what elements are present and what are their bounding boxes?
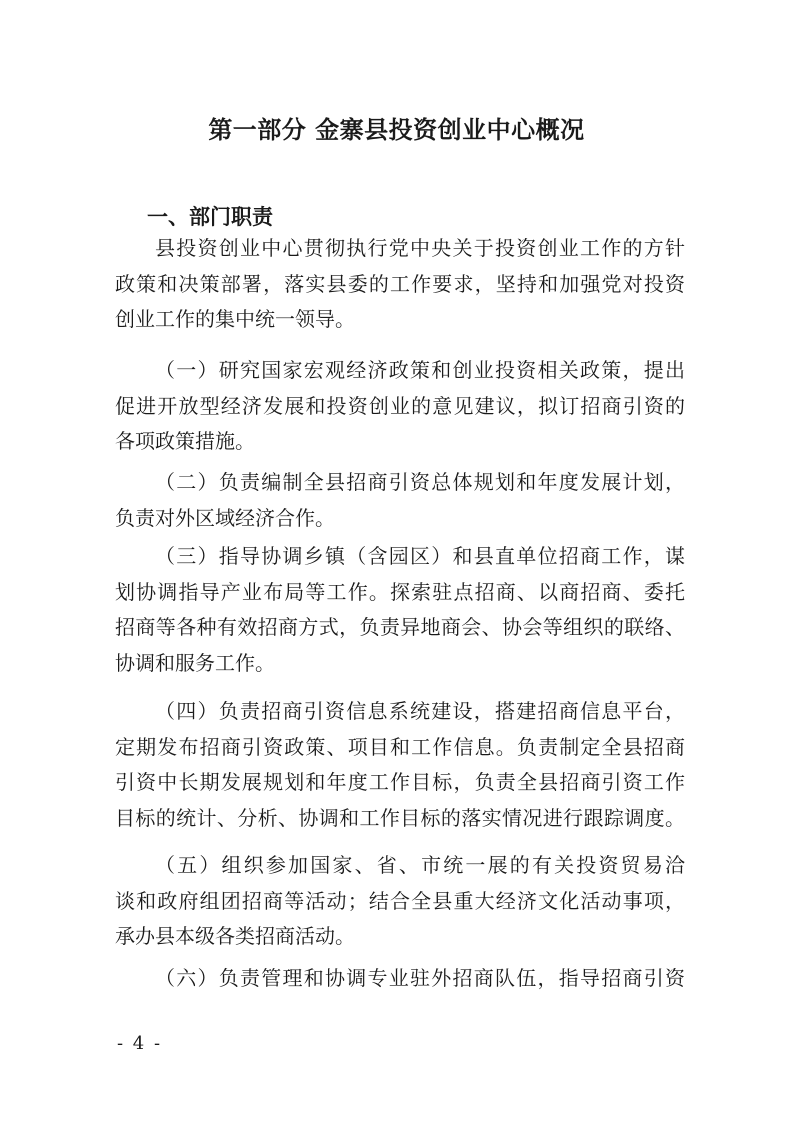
paragraph-line: 负责对外区域经济合作。 (115, 505, 335, 530)
paragraph-line: （五）组织参加国家、省、市统一展的有关投资贸易洽 (155, 853, 685, 877)
paragraph-line: 协调和服务工作。 (115, 650, 275, 675)
paragraph-line: （六）负责管理和协调专业驻外招商队伍，指导招商引资 (155, 966, 685, 990)
paragraph-item-3 (115, 539, 685, 681)
paragraph-line: 引资中长期发展规划和年度工作目标，负责全县招商引资工作 (115, 770, 685, 795)
paragraph-intro (115, 231, 685, 338)
paragraph-line: （一）研究国家宏观经济政策和创业投资相关政策，提出 (155, 358, 685, 382)
paragraph-line: 招商等各种有效招商方式，负责异地商会、协会等组织的联络、 (115, 615, 685, 640)
paragraph-item-5 (115, 848, 685, 955)
paragraph-item-2 (115, 465, 685, 536)
paragraph-item-4 (115, 694, 685, 836)
paragraph-line: 目标的统计、分析、协调和工作目标的落实情况进行跟踪调度。 (115, 805, 685, 830)
paragraph-item-6 (115, 961, 685, 997)
paragraph-line: 创业工作的集中统一领导。 (115, 307, 355, 332)
paragraph-line: （四）负责招商引资信息系统建设，搭建招商信息平台， (155, 699, 685, 723)
paragraph-line: （三）指导协调乡镇（含园区）和县直单位招商工作，谋 (155, 544, 685, 568)
paragraph-line: 政策和决策部署，落实县委的工作要求，坚持和加强党对投资 (115, 271, 685, 296)
paragraph-line: 定期发布招商引资政策、项目和工作信息。负责制定全县招商 (115, 734, 685, 759)
paragraph-line: 谈和政府组团招商等活动；结合全县重大经济文化活动事项， (115, 888, 685, 913)
paragraph-line: 促进开放型经济发展和投资创业的意见建议，拟订招商引资的 (115, 393, 685, 418)
page-title: 第一部分 金寨县投资创业中心概况 (208, 116, 585, 144)
paragraph-item-1 (115, 353, 685, 460)
paragraph-line: 划协调指导产业布局等工作。探索驻点招商、以商招商、委托 (115, 579, 685, 604)
paragraph-line: 县投资创业中心贯彻执行党中央关于投资创业工作的方针 (155, 236, 685, 260)
paragraph-line: （二）负责编制全县招商引资总体规划和年度发展计划， (155, 470, 685, 494)
page-number: - 4 - (117, 1033, 163, 1054)
section-heading: 一、部门职责 (147, 205, 273, 229)
paragraph-line: 承办县本级各类招商活动。 (115, 924, 355, 949)
paragraph-line: 各项政策措施。 (115, 429, 255, 454)
